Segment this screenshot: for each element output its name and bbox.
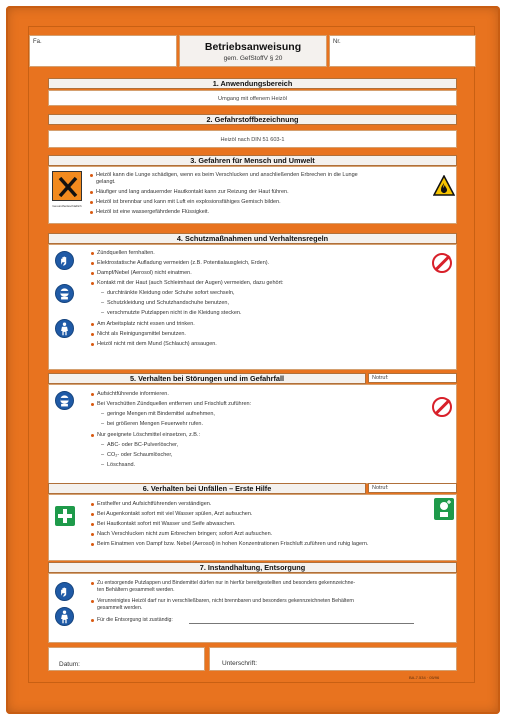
disposal-responsible-line xyxy=(189,623,414,624)
date-field xyxy=(48,647,205,671)
face-protection-mandatory-icon xyxy=(55,284,74,303)
no-water-extinguishing-prohibition-icon xyxy=(432,397,452,417)
list-item: Aufsichtführende informieren. xyxy=(97,391,169,397)
list-subitem: – ABC- oder BC-Pulverlöscher, xyxy=(107,442,178,449)
number-field xyxy=(329,35,476,67)
face-protection-mandatory-icon-2 xyxy=(55,391,74,410)
section-3-header: 3. Gefahren für Mensch und Umwelt xyxy=(48,155,457,166)
list-item: Zündquellen fernhalten. xyxy=(97,250,155,256)
flammable-warning-icon xyxy=(433,175,455,197)
section-4-body xyxy=(48,244,457,370)
harmful-hazard-icon xyxy=(52,171,82,201)
section-6-body xyxy=(48,494,457,561)
gloves-mandatory-icon-2 xyxy=(55,582,74,601)
document-subtitle: gem. GefStoffV § 20 xyxy=(223,55,283,62)
list-item: Bei Augenkontakt sofort mit viel Wasser spülen, Arzt aufsuchen. xyxy=(97,511,253,517)
instruction-sheet xyxy=(28,26,475,683)
section-3-body xyxy=(48,166,457,224)
section-5-body xyxy=(48,384,457,484)
list-item: Heizöl ist brennbar und kann mit Luft ein explosionsfähiges Gemisch bilden. xyxy=(96,199,281,205)
section-5-header: 5. Verhalten bei Störungen und im Gefahrfall xyxy=(48,373,366,384)
list-item: Beim Einatmen von Dampf bzw. Nebel (Aerosol) in hohen Konzentrationen Frischluft zuführen und ruhig lagern. xyxy=(97,541,369,547)
list-subitem: – Löschsand. xyxy=(107,462,135,469)
list-item: gelangt. xyxy=(96,179,116,185)
list-subitem: – verschmutzte Putzlappen nicht in die Kleidung stecken. xyxy=(107,310,242,317)
hazard-symbol-label: Gesundheitsschädlich xyxy=(52,204,82,208)
list-subitem: – bei größeren Mengen Feuerwehr rufen. xyxy=(107,421,203,428)
list-item: Ersthelfer und Aufsichtführenden verständigen. xyxy=(97,501,212,507)
list-item: Nicht als Reinigungsmittel benutzen. xyxy=(97,331,186,337)
list-item: Bei Hautkontakt sofort mit Wasser und Seife abwaschen. xyxy=(97,521,236,527)
protective-clothing-mandatory-icon-2 xyxy=(55,607,74,626)
company-field xyxy=(29,35,177,67)
list-item: Zu entsorgende Putzlappen und Bindemittel dürfen nur in hierfür bereitgestellten und besonders gekennzeichne- xyxy=(97,580,356,586)
list-item: Am Arbeitsplatz nicht essen und trinken. xyxy=(97,321,195,327)
section-7-body xyxy=(48,573,457,643)
section-1-header: 1. Anwendungsbereich xyxy=(48,78,457,89)
eye-wash-icon xyxy=(434,498,454,520)
list-item: Für die Entsorgung ist zuständig: xyxy=(97,617,173,623)
list-item: Bei Verschütten Zündquellen entfernen und Frischluft zuführen: xyxy=(97,401,252,407)
title-box xyxy=(179,35,327,67)
list-item: Heizöl ist eine wassergefährdende Flüssigkeit. xyxy=(96,209,210,215)
nr-label: Nr. xyxy=(333,39,341,45)
section-2-header: 2. Gefahrstoffbezeichnung xyxy=(48,114,457,125)
section-4-header: 4. Schutzmaßnahmen und Verhaltensregeln xyxy=(48,233,457,244)
document-title: Betriebsanweisung xyxy=(204,41,302,53)
fa-label: Fa. xyxy=(33,39,42,45)
list-subitem: – CO₂- oder Schaumlöscher, xyxy=(107,452,172,459)
section-2-value: Heizöl nach DIN 51 603-1 xyxy=(48,130,457,148)
no-smoking-prohibition-icon xyxy=(432,253,452,273)
list-item: Kontakt mit der Haut (auch Schleimhaut der Augen) vermeiden, dazu gehört: xyxy=(97,280,284,286)
section-1-value: Umgang mit offenem Heizöl xyxy=(48,90,457,106)
unterschrift-label: Unterschrift: xyxy=(222,660,258,667)
list-subitem: – Schutzkleidung und Schutzhandschuhe benutzen, xyxy=(107,300,229,307)
list-item: Heizöl kann die Lunge schädigen, wenn es beim Verschlucken und anschließenden Erbrechen in die Lunge xyxy=(96,172,358,178)
list-item: Häufiger und lang andauernder Hautkontakt kann zur Reizung der Haut führen. xyxy=(96,189,289,195)
section-6-header: 6. Verhalten bei Unfällen – Erste Hilfe xyxy=(48,483,366,494)
gloves-mandatory-icon xyxy=(55,251,74,270)
list-item: Nur geeignete Löschmittel einsetzen, z.B.: xyxy=(97,432,201,438)
protective-clothing-mandatory-icon xyxy=(55,319,74,338)
datum-label: Datum: xyxy=(59,661,80,668)
section-7-header: 7. Instandhaltung, Entsorgung xyxy=(48,562,457,573)
list-item: Nach Verschlucken nicht zum Erbrechen bringen; sofort Arzt aufsuchen. xyxy=(97,531,273,537)
notruf-field-6: Notruf: xyxy=(368,483,457,493)
signature-field xyxy=(209,647,457,671)
list-item: Elektrostatische Aufladung vermeiden (z.B. Potentialausgleich, Erden). xyxy=(97,260,270,266)
list-item: Verunreinigtes Heizöl darf nur in verschließbaren, nicht brennbaren und besonders gekennzeichneten Behältern xyxy=(97,598,354,604)
list-subitem: – geringe Mengen mit Bindemittel aufnehmen, xyxy=(107,411,215,418)
list-item: Dampf/Nebel (Aerosol) nicht einatmen. xyxy=(97,270,192,276)
list-item: ten Behältern gesammelt werden. xyxy=(97,587,175,593)
document-code: BA-7.534 · 05/96 xyxy=(409,675,440,680)
notruf-field-5: Notruf: xyxy=(368,373,457,383)
list-item: gesammelt werden. xyxy=(97,605,143,611)
first-aid-icon xyxy=(55,506,75,526)
list-subitem: – durchtränkte Kleidung oder Schuhe sofort wechseln, xyxy=(107,290,235,297)
list-item: Heizöl nicht mit dem Mund (Schlauch) ansaugen. xyxy=(97,341,217,347)
